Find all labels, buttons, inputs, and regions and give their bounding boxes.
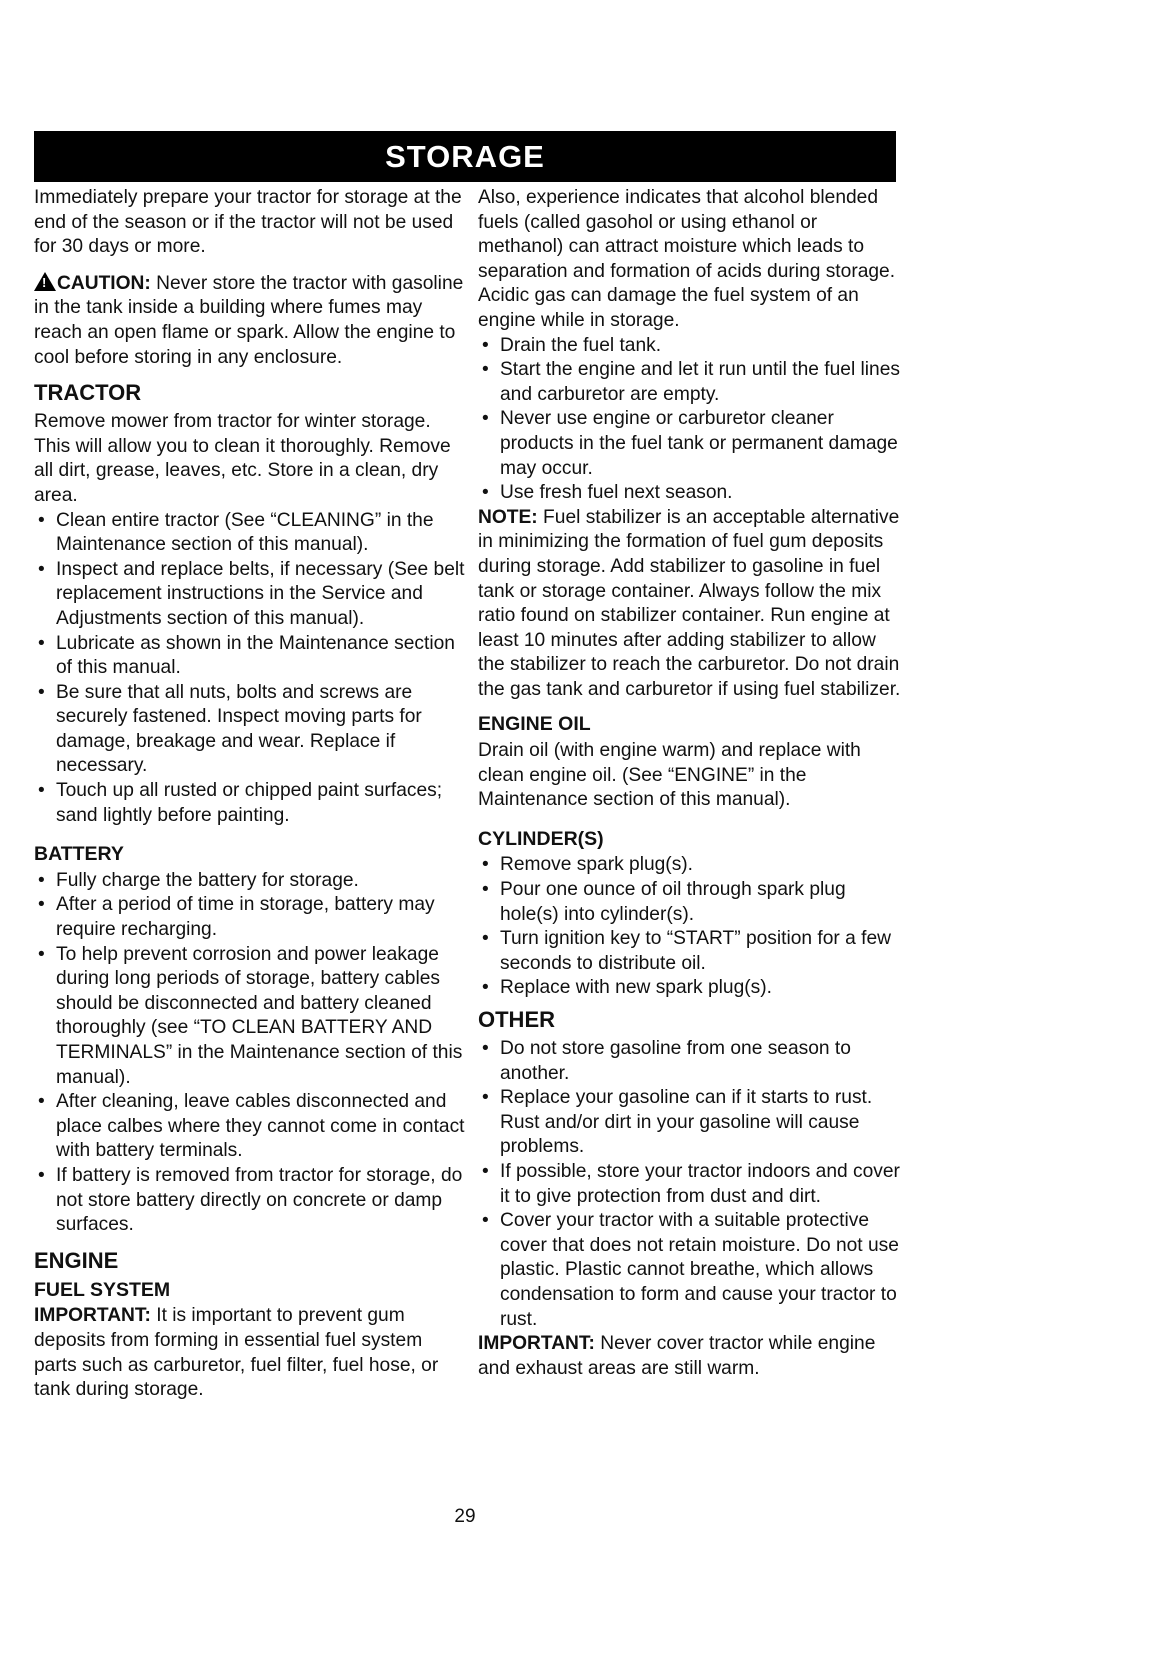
list-item: • Start the engine and let it run until the fuel lines and carburetor are empty. — [482, 359, 900, 405]
section-banner — [34, 131, 896, 182]
bullet: • — [482, 1087, 489, 1109]
bullet: • — [482, 334, 489, 356]
bullet: • — [482, 408, 489, 430]
battery-list — [34, 869, 469, 1238]
bullet: • — [482, 854, 489, 876]
list-item: • If possible, store your tractor indoors and cover it to give protection from dust and dirt. — [482, 1160, 900, 1207]
right-column — [478, 186, 903, 1381]
bullet: • — [482, 482, 489, 504]
important-text: It is important to prevent gum deposits from forming in essential fuel system parts such as carburetor, fuel filter, fuel hose, or tank during storage. — [34, 1305, 439, 1401]
list-item: • Cover your tractor with a suitable protective cover that does not retain moisture. Do not use plastic. Plastic cannot breathe, which allows condensation to form and cause your tractor to rust. — [482, 1210, 899, 1330]
storage-intro: Immediately prepare your tractor for storage at the end of the season or if the tractor will not be used for 30 days or more. — [34, 187, 462, 258]
list-item: • Remove spark plug(s). — [478, 853, 903, 878]
note-text: Fuel stabilizer is an acceptable alternative in minimizing the formation of fuel gum deposits during storage. Add stabilizer to gasoline in fuel tank or storage container. Always follow the mix ratio found on stabilizer container. Run engine at least 10 minutes after adding stabilizer to allow the stabilizer to reach the carburetor. Do not drain the gas tank and carburetor if using fuel stabilizer. — [478, 506, 901, 700]
bullet: • — [482, 1038, 489, 1059]
caution-label: CAUTION: — [57, 272, 151, 294]
tractor-list — [34, 509, 469, 829]
bullet: • — [482, 1210, 489, 1232]
caution-paragraph — [34, 270, 469, 370]
list-item: • Touch up all rusted or chipped paint surfaces; sand lightly before painting. — [38, 780, 443, 826]
list-item: • Pour one ounce of oil through spark plug hole(s) into cylinder(s). — [482, 879, 846, 925]
section-title: STORAGE — [385, 139, 545, 174]
bullet: • — [38, 558, 45, 580]
important-label: IMPORTANT: — [34, 1305, 151, 1327]
bullet: • — [38, 1164, 45, 1186]
list-item: • To help prevent corrosion and power leakage during long periods of storage, battery cables should be disconnected and battery cleaned thoroughly (see “TO CLEAN BATTERY AND TERMINALS” in the Maintenance section of this manual). — [38, 943, 463, 1088]
bullet: • — [482, 977, 489, 999]
fuel-list — [478, 334, 903, 506]
important-text: Never cover tractor while engine and exhaust areas are still warm. — [478, 1333, 876, 1379]
note-paragraph — [478, 506, 903, 703]
fuel-important-paragraph — [34, 1304, 469, 1402]
bullet: • — [38, 943, 45, 965]
bullet: • — [482, 879, 489, 901]
list-item: • Replace with new spark plug(s). — [478, 976, 903, 1001]
list-item: • Inspect and replace belts, if necessary (See belt replacement instructions in the Service and Adjustments section of this manual). — [38, 558, 465, 629]
bullet: • — [482, 359, 489, 381]
warning-triangle-icon — [34, 272, 56, 291]
cylinders-heading: CYLINDER(S) — [478, 827, 604, 850]
other-list — [478, 1037, 903, 1332]
list-item: • Lubricate as shown in the Maintenance section of this manual. — [38, 632, 455, 679]
tractor-intro: Remove mower from tractor for winter storage. This will allow you to clean it thoroughly. Remove all dirt, grease, leaves, etc. Store in a clean, dry area. — [34, 411, 451, 506]
battery-heading: BATTERY — [34, 843, 124, 866]
list-item: • After cleaning, leave cables disconnected and place calbes where they cannot come in contact with battery terminals. — [38, 1091, 465, 1162]
list-item: • Clean entire tractor (See “CLEANING” in the Maintenance section of this manual). — [38, 509, 434, 556]
list-item: • Drain the fuel tank. — [478, 334, 903, 359]
list-item: • Turn ignition key to “START” position for a few seconds to distribute oil. — [482, 928, 892, 974]
caution-text: Never store the tractor with gasoline in the tank inside a building where fumes may reach an open flame or spark. Allow the engine to cool before storing in any enclosure. — [34, 272, 464, 368]
bullet: • — [38, 509, 45, 531]
other-heading: OTHER — [478, 1007, 555, 1032]
list-item: • Replace your gasoline can if it starts to rust. Rust and/or dirt in your gasoline will cause problems. — [482, 1087, 873, 1158]
bullet: • — [38, 780, 45, 802]
list-item: • Never use engine or carburetor cleaner products in the fuel tank or permanent damage may occur. — [482, 408, 898, 479]
list-item: • Do not store gasoline from one season to another. — [482, 1038, 851, 1084]
bullet: • — [38, 1091, 45, 1113]
list-item: • After a period of time in storage, battery may require recharging. — [38, 894, 435, 941]
bullet: • — [482, 1160, 489, 1182]
engine-oil-heading: ENGINE OIL — [478, 713, 591, 736]
left-column — [34, 186, 469, 1403]
bullet: • — [38, 894, 45, 916]
list-item: • Fully charge the battery for storage. — [34, 869, 469, 894]
bullet: • — [38, 681, 45, 703]
alcohol-fuel-paragraph: Also, experience indicates that alcohol blended fuels (called gasohol or using ethanol or methanol) can attract moisture which leads to separation and formation of acids during storage. Acidic gas can damage the fuel system of an engine while in storage. — [478, 187, 896, 331]
list-item: • Be sure that all nuts, bolts and screws are securely fastened. Inspect moving parts for damage, breakage and wear. Replace if necessary. — [38, 681, 422, 777]
note-label: NOTE: — [478, 506, 538, 528]
bullet: • — [38, 632, 45, 654]
bullet: • — [38, 869, 45, 891]
cylinders-list — [478, 853, 903, 1001]
important-label: IMPORTANT: — [478, 1333, 595, 1355]
list-item: • Use fresh fuel next season. — [478, 481, 903, 506]
fuel-system-heading: FUEL SYSTEM — [34, 1278, 171, 1301]
bullet: • — [482, 928, 489, 950]
list-item: • If battery is removed from tractor for storage, do not store battery directly on concrete or damp surfaces. — [38, 1164, 463, 1236]
engine-heading: ENGINE — [34, 1247, 119, 1273]
page-number: 29 — [454, 1506, 476, 1527]
tractor-heading: TRACTOR — [34, 380, 142, 406]
engine-oil-text: Drain oil (with engine warm) and replace with clean engine oil. (See “ENGINE” in the Maintenance section of this manual). — [478, 740, 861, 811]
other-important-paragraph — [478, 1332, 903, 1381]
